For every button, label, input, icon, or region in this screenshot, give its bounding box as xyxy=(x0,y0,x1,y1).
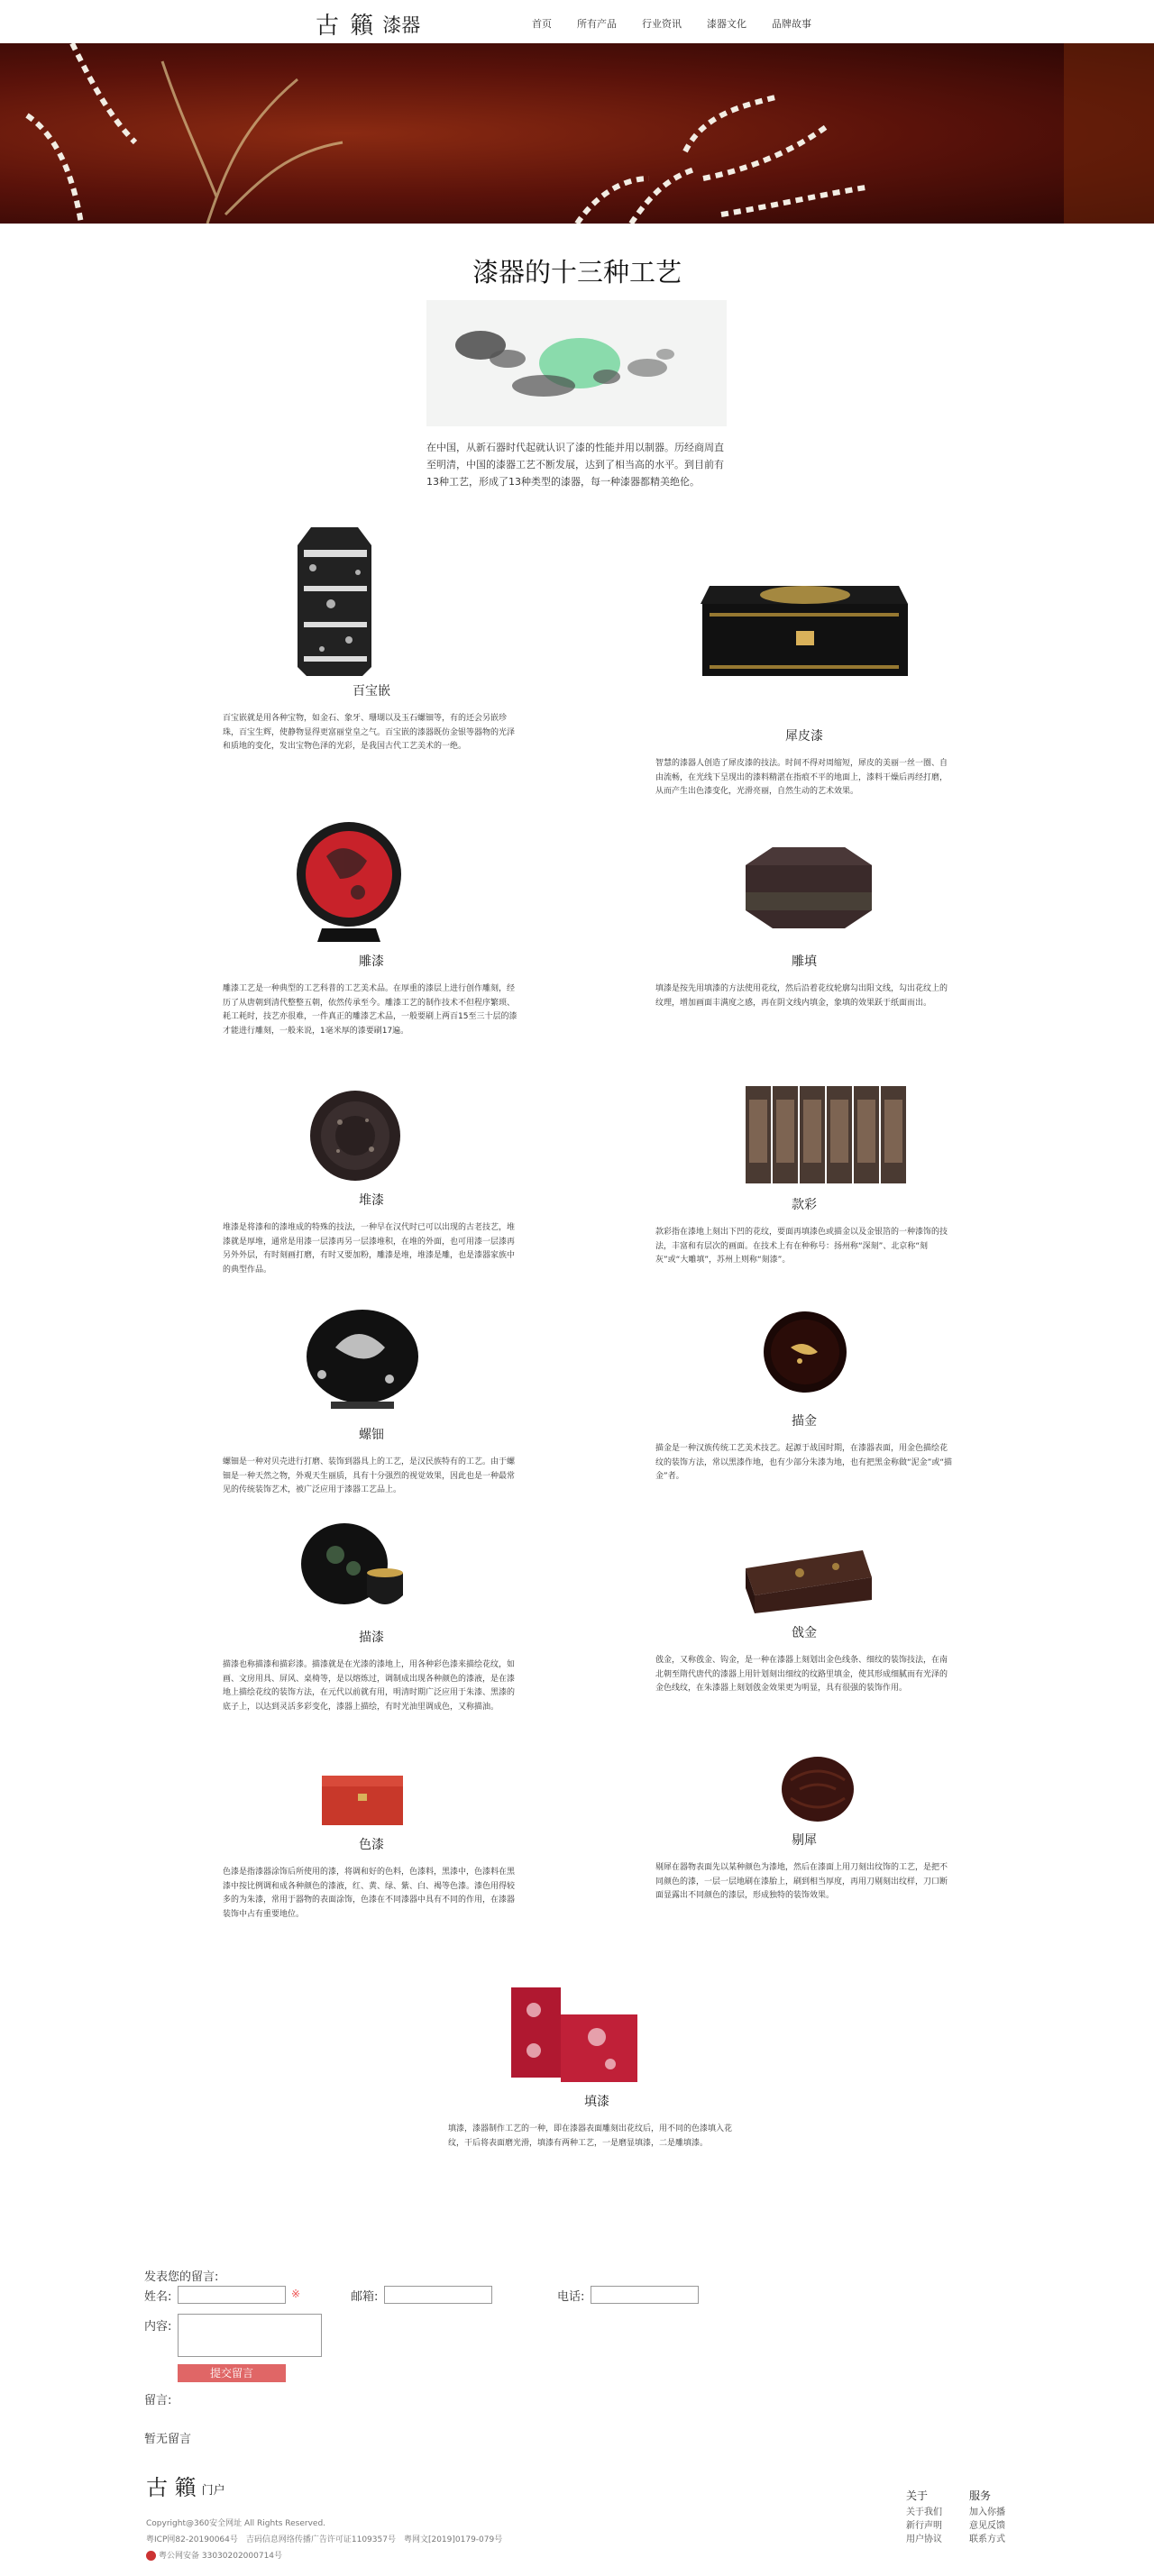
craft-item xyxy=(223,1771,520,1922)
footer-link[interactable]: 加入你播 xyxy=(969,2507,1005,2517)
intro-text: 在中国，从新石器时代起就认识了漆的性能并用以制器。历经商周直至明清，中国的漆器工艺不断发展，达到了相当高的水平。到目前有13种工艺，形成了13种类型的漆器，每一种漆器都精美绝伦。 xyxy=(426,442,724,488)
nav-story[interactable]: 品牌故事 xyxy=(772,18,811,30)
craft-name: 剔犀 xyxy=(792,1833,817,1848)
submit-button[interactable]: 提交留言 xyxy=(178,2364,286,2382)
craft-item xyxy=(655,1307,953,1484)
craft-image-qiangjin xyxy=(655,1541,953,1618)
craft-name: 螺钿 xyxy=(359,1428,384,1442)
craft-desc: 描漆也称描漆和描彩漆。描漆就是在光漆的漆地上，用各种彩色漆来描绘花纹，如画、文房用具、屏风、桌椅等，是以熔炼过，调制成出现各种颜色的漆液，是在漆地上描绘花纹的装饰方法，在元代以前就有用，明清时期广泛应用于朱漆、黑漆的底子上，以达到灵活多彩变化，漆器上描绘，有时光油里调成色，又称描油。 xyxy=(223,1660,516,1712)
craft-image-diaotian xyxy=(655,838,953,946)
craft-image-diaoqi xyxy=(223,811,520,946)
footer-col-title: 关于 xyxy=(906,2489,929,2502)
nav-products[interactable]: 所有产品 xyxy=(577,18,617,30)
craft-item xyxy=(448,1983,746,2151)
craft-desc: 螺钿是一种对贝壳进行打磨、装饰到器具上的工艺，是汉民族特有的工艺。由于螺钿是一种天然之物，外观天生丽质，具有十分强烈的视觉效果，因此也是一种最常见的传统装饰艺术，被广泛应用于漆器工艺品上。 xyxy=(223,1457,516,1494)
icp-text: 粤ICP网82-20190064号 吉码信息网络传播广告许可证1109357号 粤网文[2019]0179-079号 xyxy=(146,2535,503,2544)
craft-name: 色漆 xyxy=(359,1838,384,1852)
logo-text: 漆器 xyxy=(382,14,421,36)
craft-desc: 戗金，又称戗金、钩金，是一种在漆器上刻划出金色线条、细纹的装饰技法，在南北朝至隋代唐代的漆器上用针划刻出细纹的纹路里填金，使其形成细腻而有光泽的金色线纹，在朱漆器上刻划戗金效果更为明显，具有很强的装饰作用。 xyxy=(655,1656,948,1693)
email-label: 邮箱: xyxy=(351,2290,379,2304)
craft-item xyxy=(655,1541,953,1696)
empty-message: 暂无留言 xyxy=(144,2433,192,2446)
craft-image-tianqi xyxy=(448,1983,746,2087)
craft-item xyxy=(655,568,953,799)
craft-image-tixi xyxy=(655,1753,953,1825)
phone-label: 电话: xyxy=(557,2290,585,2304)
craft-image-kuancai xyxy=(655,1082,953,1190)
footer-copyright xyxy=(146,2516,502,2564)
required-mark: ※ xyxy=(291,2288,301,2300)
craft-desc: 百宝嵌就是用各种宝物，如金石、象牙、珊瑚以及玉石螺钿等，有的还会另嵌珍珠，百宝生辉，使静物显得更富丽堂皇之气。百宝嵌的漆器既仿金银等器物的光泽和质地的变化，发出宝物色泽的光彩，是我国古代工艺美术的一绝。 xyxy=(223,714,516,751)
craft-image-xipiqi xyxy=(655,568,953,721)
craft-name: 雕填 xyxy=(792,955,817,969)
craft-desc: 填漆，漆器制作工艺的一种，即在漆器表面雕刻出花纹后，用不同的色漆填入花纹，干后将表面磨光滑，填漆有两种工艺，一是磨显填漆，二是雕填漆。 xyxy=(448,2124,733,2148)
craft-name: 款彩 xyxy=(792,1198,817,1212)
craft-item xyxy=(223,811,520,1038)
craft-name: 百宝嵌 xyxy=(353,684,390,699)
craft-desc: 描金是一种汉族传统工艺美术技艺。起源于战国时期，在漆器表面，用金色描绘花纹的装饰方法，常以黑漆作地，也有少部分朱漆为地，也有把黑金称做“泥金”或“描金”者。 xyxy=(655,1444,952,1481)
craft-item xyxy=(223,523,520,754)
craft-image-duiqi xyxy=(223,1086,520,1185)
email-input[interactable] xyxy=(384,2286,492,2304)
content-textarea[interactable] xyxy=(178,2314,322,2357)
craft-desc: 色漆是指漆器涂饰后所使用的漆，将调和好的色料，色漆料，黑漆中，色漆料在黑漆中按比例调和成各种颜色的漆液，红、黄、绿、紫、白、褐等色漆。漆色用得较多的为朱漆，常用于器物的表面涂饰，色漆在不同漆器中具有不同的作用，在漆器装饰中占有重要地位。 xyxy=(223,1868,516,1919)
police-text: 粤公网安备 33030202000714号 xyxy=(159,2552,283,2561)
site-header xyxy=(0,0,1154,43)
footer-col-title: 服务 xyxy=(969,2489,992,2502)
craft-name: 堆漆 xyxy=(359,1193,384,1208)
hero-banner xyxy=(0,43,1154,224)
craft-desc: 智慧的漆器人创造了犀皮漆的技法。时间不得对周缩短，犀皮的美丽一丝一圈、自由流畅，在光线下呈现出的漆料精湛在指痕不平的地面上，漆料干燥后再经打磨，从而产生出色漆变化，光滑亮丽，自然生动的艺术效果。 xyxy=(655,759,948,796)
footer-link[interactable]: 新行声明 xyxy=(906,2521,942,2531)
footer-link[interactable]: 用户协议 xyxy=(906,2535,942,2544)
footer-link[interactable]: 联系方式 xyxy=(969,2535,1005,2544)
craft-desc: 填漆是按先用填漆的方法使用花纹，然后沿着花纹轮廓勾出阳文线，勾出花纹上的纹理，增加画面丰满度之感，再在阴文线内填金，象填的效果跃于纸面而出。 xyxy=(655,984,948,1008)
footer-logo-mark: 古 籟 xyxy=(146,2475,197,2500)
craft-name: 雕漆 xyxy=(359,955,384,969)
craft-item xyxy=(223,1519,520,1714)
nav-news[interactable]: 行业资讯 xyxy=(642,18,682,30)
craft-item xyxy=(655,1753,953,1904)
nav-culture[interactable]: 漆器文化 xyxy=(707,18,746,30)
craft-item xyxy=(655,838,953,1010)
footer-link[interactable]: 关于我们 xyxy=(906,2507,942,2517)
craft-image-luodian xyxy=(223,1302,520,1420)
craft-name: 戗金 xyxy=(792,1626,817,1640)
site-logo[interactable] xyxy=(316,7,420,41)
craft-item xyxy=(655,1082,953,1268)
message-label: 留言: xyxy=(144,2394,172,2407)
footer-col-service xyxy=(969,2489,1005,2546)
nav-home[interactable]: 首页 xyxy=(532,18,552,30)
footer-col-about xyxy=(906,2489,942,2546)
craft-name: 描金 xyxy=(792,1414,817,1429)
craft-image-seqi xyxy=(223,1771,520,1830)
footer-link[interactable]: 意见反馈 xyxy=(969,2521,1005,2531)
craft-image-baibaoqian xyxy=(223,523,520,676)
craft-name: 描漆 xyxy=(359,1631,384,1645)
name-input[interactable] xyxy=(178,2286,286,2304)
logo-mark: 古 籟 xyxy=(316,13,376,40)
craft-desc: 款彩指在漆地上刻出下凹的花纹，要面再填漆色或描金以及金银箔的一种漆饰的技法，丰富和有层次的画面。在技术上有在种称号：扬州称“深刻”、北京称“刻灰”或“大雕填”，苏州上则称“刻漆”。 xyxy=(655,1228,948,1265)
intro-image xyxy=(426,300,727,426)
main-nav xyxy=(532,16,837,31)
craft-item xyxy=(223,1302,520,1498)
craft-desc: 雕漆工艺是一种典型的工艺科普的工艺美术品。在厚重的漆层上进行创作雕刻，经历了从唐朝到清代整整五朝，依然传承至今。雕漆工艺的制作技术不但程序繁琐、耗工耗时，技艺亦很难，一件真正的雕漆艺术品，一般要刷上两百15至三十层的漆才能进行雕刻，一般来说，1毫米厚的漆要刷17遍。 xyxy=(223,984,517,1036)
craft-image-miaoqi xyxy=(223,1519,520,1622)
footer-logo-text: 门户 xyxy=(201,2484,225,2498)
banner-pattern xyxy=(0,43,1154,224)
footer-logo[interactable] xyxy=(146,2470,225,2501)
copyright-text: Copyright@360安全网址 All Rights Reserved. xyxy=(146,2519,326,2528)
craft-name: 填漆 xyxy=(584,2095,609,2109)
phone-input[interactable] xyxy=(591,2286,699,2304)
content-label: 内容: xyxy=(144,2320,172,2334)
craft-image-miaojin xyxy=(655,1307,953,1406)
craft-name: 犀皮漆 xyxy=(785,729,823,744)
craft-desc: 剔犀在器物表面先以某种颜色为漆地，然后在漆面上用刀刻出纹饰的工艺，是把不同颜色的漆，一层一层地刷在漆胎上，刷到相当厚度，再用刀剔刻出纹样，刀口断面显露出不同颜色的漆层，形成独特的装饰效果。 xyxy=(655,1863,948,1900)
form-title: 发表您的留言: xyxy=(144,2270,219,2284)
name-label: 姓名: xyxy=(144,2290,172,2304)
craft-desc: 堆漆是将漆和的漆堆成的特殊的技法，一种早在汉代时已可以出现的古老技艺，堆漆就是厚堆，通常是用漆一层漆再另一层漆堆积，在堆的外面，也可用漆一层漆再另外外层，有时刻画打磨，有时又要加粉，雕漆是堆，堆漆是雕，也是漆器家族中的典型作品。 xyxy=(223,1223,516,1274)
page-title: 漆器的十三种工艺 xyxy=(472,257,682,288)
police-badge-icon xyxy=(146,2551,156,2561)
craft-item xyxy=(223,1086,520,1277)
